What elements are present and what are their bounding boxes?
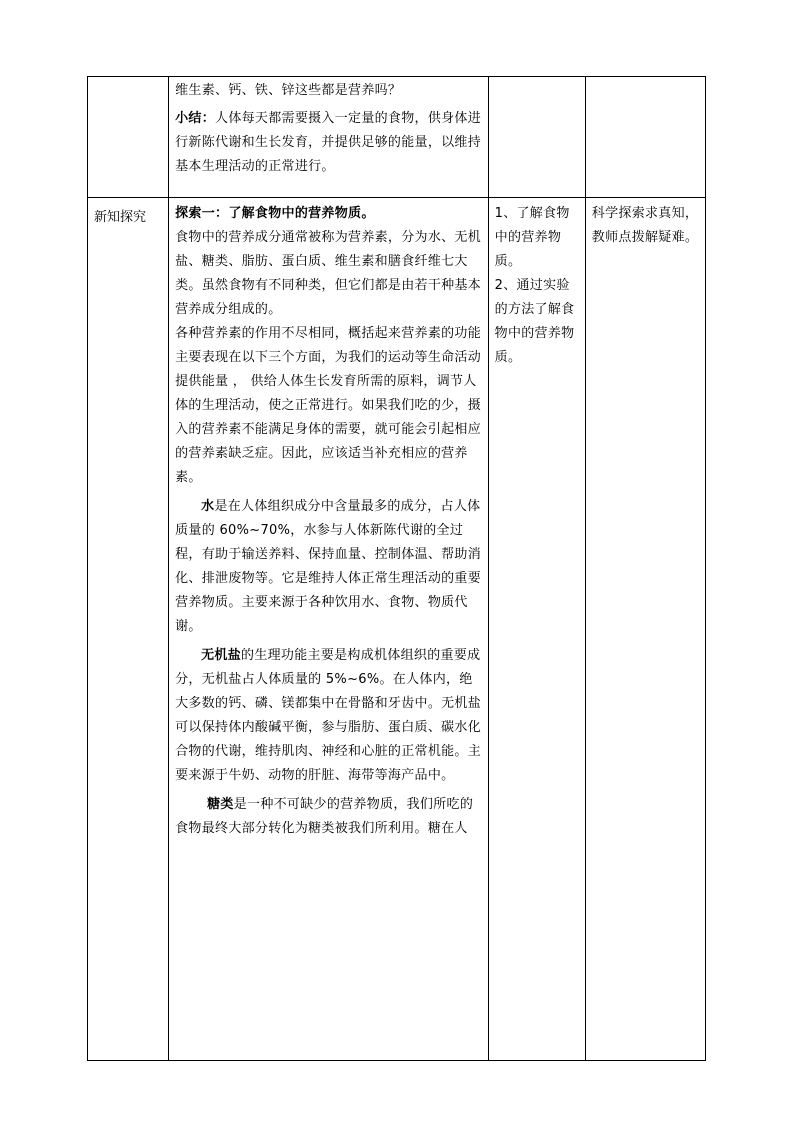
paragraph-water <box>175 495 482 639</box>
paragraph-salt <box>175 644 482 788</box>
goal-cell <box>488 77 585 198</box>
paragraph-functions: 各种营养素的作用不尽相同，概括起来营养素的功能主要表现在以下三个方面，为我们的运动等生命活动提供能量 ， 供给人体生长发育所需的原料，调节人体的生理活动，使之正常进行。如果我们吃的少，摄入的营养素不能满足身体的需要，就可能会引起相应的营养素缺乏症。因此，应该适当补充相应的营养素。 <box>175 326 482 485</box>
goal-item: 1、了解食物中的营养物质。 <box>494 206 570 269</box>
summary-text: 人体每天都需要摄入一定量的食物，供身体进行新陈代谢和生长发育，并提供足够的能量，以维持基本生理活动的正常进行。 <box>175 111 482 174</box>
method-cell <box>585 77 705 198</box>
paragraph-sugar <box>175 793 482 841</box>
question-line: 维生素、钙、铁、锌这些都是营养吗？ <box>175 83 402 98</box>
summary-paragraph <box>175 107 482 179</box>
goal-item: 2、通过实验的方法了解食物中的营养物质。 <box>494 278 575 365</box>
goal-cell <box>488 198 585 1061</box>
water-text: 是在人体组织成分中含量最多的成分，占人体质量的 60%~70%，水参与人体新陈代谢的全过程，有助于输送养料、保持血量、控制体温、帮助消化、排泄废物等。它是维持人体正常生理活动的重要营养物质。主要来源于各种饮用水、食物、物质代谢。 <box>175 499 482 634</box>
content-cell <box>169 77 489 198</box>
stage-label: 新知探究 <box>94 210 147 225</box>
lesson-plan-table <box>87 76 706 1061</box>
stage-cell <box>88 77 169 198</box>
salt-text: 的生理功能主要是构成机体组织的重要成分，无机盐占人体质量的 5%~6%。在人体内，绝大多数的钙、磷、镁都集中在骨骼和牙齿中。无机盐可以保持体内酸碱平衡，参与脂肪、蛋白质、碳水化合物的代谢，维持肌肉、神经和心脏的正常机能。主要来源于牛奶、动物的肝脏、海带等海产品中。 <box>175 648 482 783</box>
sugar-term: 糖类 <box>207 797 234 812</box>
sugar-text: 是一种不可缺少的营养物质，我们所吃的食物最终大部分转化为糖类被我们所利用。糖在人 <box>175 797 474 836</box>
section-heading: 探索一：了解食物中的营养物质。 <box>175 206 375 221</box>
summary-label: 小结： <box>175 111 216 126</box>
method-text: 科学探索求真知，教师点拨解疑难。 <box>591 206 699 245</box>
table-row <box>88 198 706 1061</box>
water-term: 水 <box>201 499 215 514</box>
method-cell <box>585 198 705 1061</box>
stage-cell <box>88 198 169 1061</box>
content-cell <box>169 198 489 1061</box>
salt-term: 无机盐 <box>201 648 242 663</box>
table-row <box>88 77 706 198</box>
paragraph-nutrients: 食物中的营养成分通常被称为营养素，分为水、无机盐、糖类、脂肪、蛋白质、维生素和膳食纤维七大类。虽然食物有不同种类，但它们都是由若干种基本营养成分组成的。 <box>175 230 482 317</box>
